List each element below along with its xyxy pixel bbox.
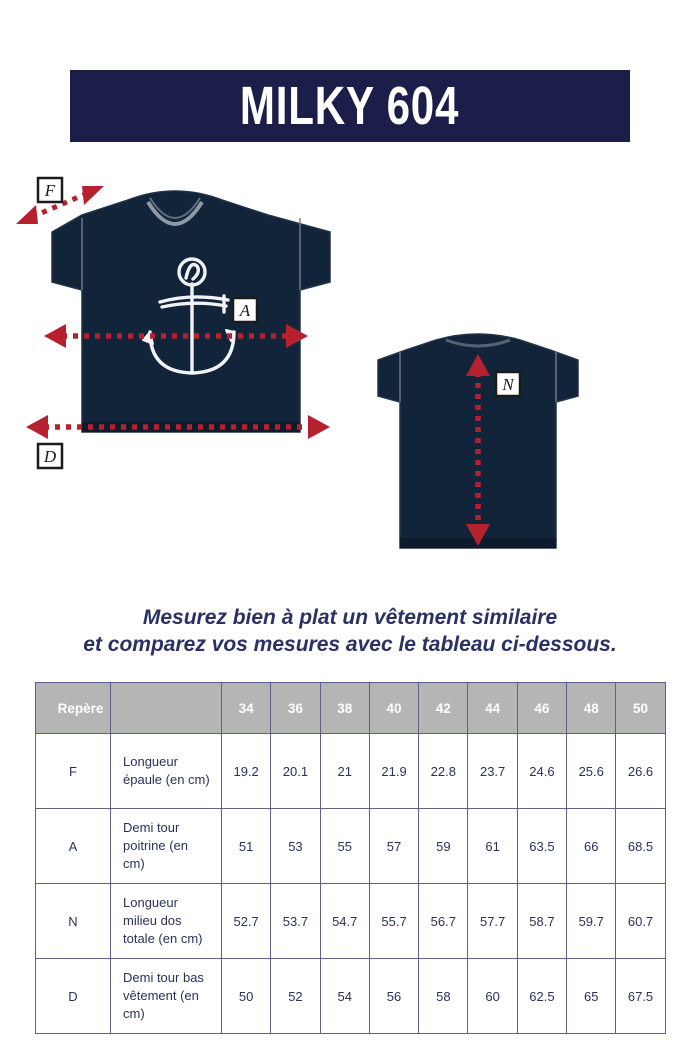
header-size-36: 36 — [271, 683, 320, 734]
row-value: 54.7 — [320, 884, 369, 959]
row-value: 65 — [567, 959, 616, 1034]
marker-A-label-box — [233, 298, 257, 322]
row-value: 53 — [271, 809, 320, 884]
row-value: 25.6 — [567, 734, 616, 809]
instruction-line-2: et comparez vos mesures avec le tableau ci-dessous. — [83, 633, 617, 656]
page-title: MILKY 604 — [240, 76, 460, 136]
table-row — [36, 959, 666, 1034]
table-row — [36, 734, 666, 809]
row-value: 52 — [271, 959, 320, 1034]
header-size-34: 34 — [222, 683, 271, 734]
row-value: 19.2 — [222, 734, 271, 809]
row-value: 55.7 — [369, 884, 418, 959]
table-row — [36, 884, 666, 959]
row-value: 53.7 — [271, 884, 320, 959]
row-value: 50 — [222, 959, 271, 1034]
marker-N-label-box — [496, 372, 520, 396]
row-mark: D — [36, 959, 111, 1034]
row-value: 55 — [320, 809, 369, 884]
row-value: 58.7 — [517, 884, 566, 959]
row-value: 57 — [369, 809, 418, 884]
row-value: 67.5 — [616, 959, 665, 1034]
back-view — [378, 334, 578, 548]
size-table — [35, 682, 666, 1034]
row-value: 56 — [369, 959, 418, 1034]
row-value: 59.7 — [567, 884, 616, 959]
row-mark: A — [36, 809, 111, 884]
header-size-48: 48 — [567, 683, 616, 734]
header-size-44: 44 — [468, 683, 517, 734]
header-size-50: 50 — [616, 683, 665, 734]
header-description — [111, 683, 222, 734]
marker-N-label: N — [502, 375, 514, 394]
header-size-40: 40 — [369, 683, 418, 734]
title-banner — [70, 70, 630, 142]
marker-F-label: F — [44, 181, 56, 200]
marker-D-label-box — [38, 444, 62, 468]
instruction-line-1: Mesurez bien à plat un vêtement similaire — [142, 606, 558, 629]
row-mark: F — [36, 734, 111, 809]
row-value: 60 — [468, 959, 517, 1034]
row-value: 60.7 — [616, 884, 665, 959]
size-chart — [35, 682, 665, 1034]
marker-F-label-box — [38, 178, 62, 202]
row-value: 66 — [567, 809, 616, 884]
row-value: 61 — [468, 809, 517, 884]
row-value: 26.6 — [616, 734, 665, 809]
header-size-46: 46 — [517, 683, 566, 734]
row-value: 52.7 — [222, 884, 271, 959]
marker-D-label: D — [43, 447, 57, 466]
row-value: 57.7 — [468, 884, 517, 959]
row-value: 21 — [320, 734, 369, 809]
illustration-area — [0, 160, 700, 590]
garment-diagrams — [0, 160, 700, 590]
row-mark: N — [36, 884, 111, 959]
row-value: 59 — [419, 809, 468, 884]
header-repere: Repère — [36, 683, 111, 734]
row-description: Demi tour bas vêtement (en cm) — [111, 959, 222, 1034]
table-header-row — [36, 683, 666, 734]
row-value: 23.7 — [468, 734, 517, 809]
row-value: 51 — [222, 809, 271, 884]
row-value: 68.5 — [616, 809, 665, 884]
header-size-38: 38 — [320, 683, 369, 734]
marker-A-label: A — [239, 301, 251, 320]
front-view — [16, 178, 330, 468]
row-value: 24.6 — [517, 734, 566, 809]
row-value: 62.5 — [517, 959, 566, 1034]
measuring-instructions — [0, 604, 700, 658]
row-value: 56.7 — [419, 884, 468, 959]
row-value: 21.9 — [369, 734, 418, 809]
row-description: Longueur milieu dos totale (en cm) — [111, 884, 222, 959]
row-value: 22.8 — [419, 734, 468, 809]
row-value: 54 — [320, 959, 369, 1034]
row-value: 58 — [419, 959, 468, 1034]
row-description: Longueur épaule (en cm) — [111, 734, 222, 809]
table-row — [36, 809, 666, 884]
row-value: 63.5 — [517, 809, 566, 884]
row-value: 20.1 — [271, 734, 320, 809]
row-description: Demi tour poitrine (en cm) — [111, 809, 222, 884]
header-size-42: 42 — [419, 683, 468, 734]
